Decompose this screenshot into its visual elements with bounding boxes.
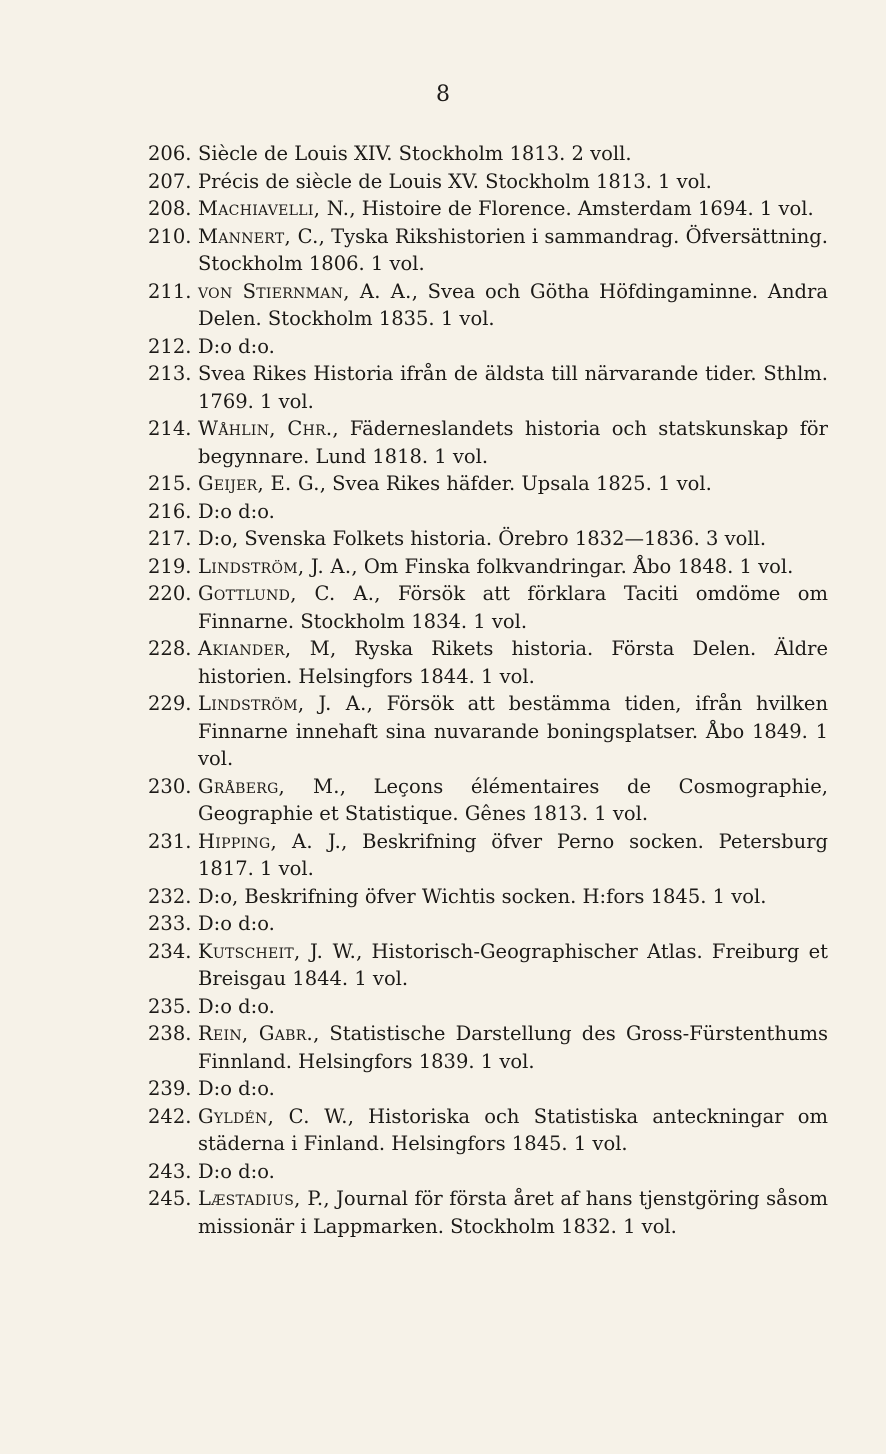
entry-number: 220. — [148, 582, 192, 605]
entry-author: Mannert, C. — [198, 224, 319, 248]
entry-number: 216. — [148, 499, 192, 523]
catalogue-entry — [148, 883, 828, 911]
catalogue-entry — [148, 1103, 828, 1158]
entry-number: 243. — [148, 1159, 192, 1183]
entry-number: 211. — [148, 279, 192, 303]
catalogue-entry — [148, 498, 828, 526]
entry-author: Lindström, J. A. — [198, 692, 367, 715]
entry-text: , Försök att bestämma tiden, ifrån hvilken Finnarne innehaft sina nuvarande boningsplatser. Åbo 1849. 1 vol. — [198, 692, 828, 770]
entry-number: 206. — [148, 142, 192, 165]
entry-number: 228. — [148, 637, 192, 660]
entry-number: 214. — [148, 417, 192, 440]
entry-author: Gyldén, C. W. — [198, 1104, 348, 1128]
entry-number: 239. — [148, 1077, 192, 1100]
entry-number: 242. — [148, 1104, 192, 1128]
entry-number: 212. — [148, 334, 192, 358]
entry-author: Kutscheit, J. W. — [198, 939, 357, 963]
entry-text: , Tyska Rikshistorien i sammandrag. Öfversättning. Stockholm 1806. 1 vol. — [198, 224, 828, 275]
entry-number: 219. — [148, 554, 192, 578]
entry-text: D:o, Svenska Folkets historia. Örebro 1832—1836. 3 voll. — [198, 527, 767, 550]
catalogue-entry — [148, 1158, 828, 1186]
entry-text: , Svea Rikes häfder. Upsala 1825. 1 vol. — [319, 472, 712, 495]
entry-author: Lindström, J. A. — [198, 554, 352, 578]
entry-text: , Om Finska folkvandringar. Åbo 1848. 1 vol. — [351, 554, 794, 578]
catalogue-entries — [148, 140, 828, 1240]
catalogue-entry — [148, 470, 828, 498]
entry-number: 232. — [148, 884, 192, 908]
entry-text: D:o d:o. — [198, 1159, 275, 1183]
entry-text: D:o d:o. — [198, 912, 275, 935]
catalogue-entry — [148, 773, 828, 828]
catalogue-entry — [148, 553, 828, 581]
entry-text: , Beskrifning öfver Perno socken. Petersburg 1817. 1 vol. — [198, 829, 828, 880]
entry-author: Gråberg, M. — [198, 774, 340, 798]
entry-text: , Histoire de Florence. Amsterdam 1694. 1 vol. — [349, 197, 814, 220]
catalogue-entry — [148, 828, 828, 883]
entry-author: Rein, Gabr. — [198, 1022, 314, 1045]
entry-number: 234. — [148, 939, 192, 963]
catalogue-entry — [148, 195, 828, 223]
entry-text: , Journal för första året af hans tjenstgöring såsom missionär i Lappmarken. Stockholm 1832. 1 vol. — [198, 1187, 829, 1238]
entry-text: Svea Rikes Historia ifrån de äldsta till närvarande tider. Sthlm. 1769. 1 vol. — [198, 362, 828, 413]
catalogue-entry — [148, 1185, 828, 1240]
catalogue-entry — [148, 993, 828, 1021]
entry-number: 235. — [148, 994, 192, 1018]
catalogue-entry — [148, 168, 828, 196]
entry-number: 208. — [148, 197, 192, 220]
entry-number: 229. — [148, 692, 192, 715]
page-number: 8 — [436, 82, 450, 107]
entry-author: von Stiernman, A. A. — [198, 279, 412, 303]
catalogue-entry — [148, 690, 828, 773]
entry-text: , Ryska Rikets historia. Första Delen. Äldre historien. Helsingfors 1844. 1 vol. — [198, 637, 828, 688]
catalogue-entry — [148, 1020, 828, 1075]
entry-text: D:o d:o. — [198, 334, 275, 358]
entry-text: Siècle de Louis XIV. Stockholm 1813. 2 voll. — [198, 142, 632, 165]
entry-number: 230. — [148, 774, 192, 798]
entry-text: , Historiska och Statistiska anteckningar om städerna i Finland. Helsingfors 1845. 1 vol. — [198, 1104, 829, 1155]
catalogue-entry — [148, 635, 828, 690]
entry-number: 238. — [148, 1022, 192, 1045]
entry-author: Læstadius, P. — [198, 1187, 324, 1210]
entry-text: , Historisch-Geographischer Atlas. Freiburg et Breisgau 1844. 1 vol. — [198, 939, 828, 990]
entry-text: D:o d:o. — [198, 994, 275, 1018]
entry-author: Gottlund, C. A. — [198, 582, 375, 605]
catalogue-entry — [148, 580, 828, 635]
entry-text: , Statistische Darstellung des Gross-Fürstenthums Finnland. Helsingfors 1839. 1 vol. — [198, 1022, 828, 1073]
entry-text: D:o d:o. — [198, 499, 275, 523]
entry-text: Précis de siècle de Louis XV. Stockholm 1813. 1 vol. — [198, 169, 712, 193]
entry-author: Akiander, M — [198, 637, 331, 660]
entry-author: Hipping, A. J. — [198, 829, 342, 853]
catalogue-entry — [148, 360, 828, 415]
entry-text: , Försök att förklara Taciti omdöme om Finnarne. Stockholm 1834. 1 vol. — [198, 582, 828, 633]
catalogue-entry — [148, 333, 828, 361]
entry-author: Geijer, E. G. — [198, 472, 320, 495]
catalogue-entry — [148, 223, 828, 278]
entry-text: D:o, Beskrifning öfver Wichtis socken. H:fors 1845. 1 vol. — [198, 884, 767, 908]
entry-number: 207. — [148, 169, 192, 193]
entry-text: D:o d:o. — [198, 1077, 275, 1100]
catalogue-entry — [148, 1075, 828, 1103]
catalogue-entry — [148, 938, 828, 993]
entry-author: Machiavelli, N. — [198, 197, 350, 220]
entry-author: Wåhlin, Chr. — [198, 417, 333, 440]
catalogue-entry — [148, 910, 828, 938]
entry-number: 233. — [148, 912, 192, 935]
catalogue-entry — [148, 140, 828, 168]
entry-number: 210. — [148, 224, 192, 248]
entry-number: 245. — [148, 1187, 192, 1210]
catalogue-entry — [148, 278, 828, 333]
entry-number: 231. — [148, 829, 192, 853]
catalogue-entry — [148, 525, 828, 553]
catalogue-entry — [148, 415, 828, 470]
entry-text: , Fäderneslandets historia och statskunskap för begynnare. Lund 1818. 1 vol. — [198, 417, 828, 468]
entry-number: 215. — [148, 472, 192, 495]
entry-text: , Svea och Götha Höfdingaminne. Andra Delen. Stockholm 1835. 1 vol. — [198, 279, 828, 330]
entry-text: , Leçons élémentaires de Cosmographie, Geographie et Statistique. Gênes 1813. 1 vol. — [198, 774, 828, 825]
entry-number: 217. — [148, 527, 192, 550]
entry-number: 213. — [148, 362, 192, 385]
